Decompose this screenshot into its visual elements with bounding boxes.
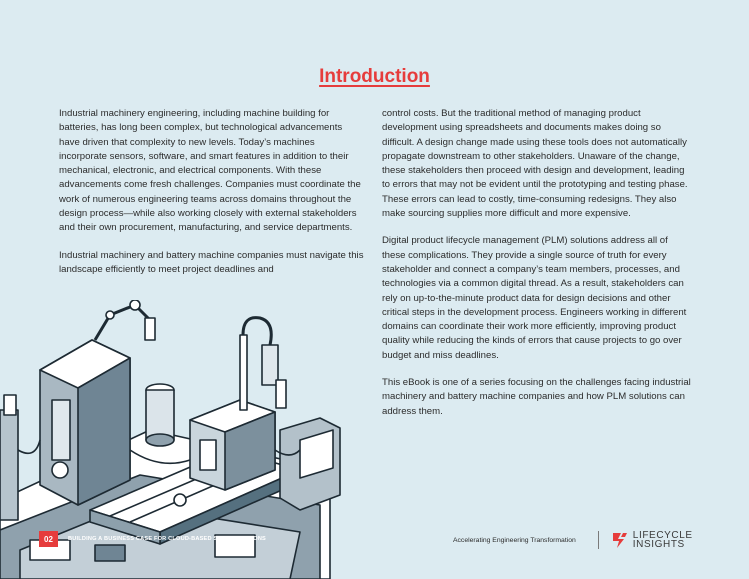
footer-divider [598,531,599,549]
lifecycle-insights-logo [609,530,693,550]
footer-left [39,531,266,547]
footer-tagline: Accelerating Engineering Transformation [453,536,576,544]
logo-text-line-2: INSIGHTS [632,539,685,550]
lifecycle-insights-logo-icon [609,530,629,550]
paragraph: Industrial machinery engineering, including machine building for batteries, has long been complex, but technological advancements have driven that complexity to new levels. Today’s machines incorporate sensors, software, and smart features in addition to their mechanical, electronic, and electrical components. With these advancements come fresh challenges. Companies must coordinate the work of numerous engineering teams across domains throughout the design process—while also working closely with external stakeholders and their own procurement, manufacturing, and service departments. [59,108,361,234]
left-column [59,107,364,290]
right-column [382,107,693,432]
page-title: Introduction [319,66,430,87]
page-number: 02 [39,531,58,547]
paragraph: Digital product lifecycle management (PLM) solutions address all of these complications. They provide a single source of truth for every stakeholder and connect a company’s team members, processes, and technologies via a common digital thread. As a result, stakeholders can rely on up-to-the-minute product data for design decisions and other critical steps in the development process. Engineers working in different domains can coordinate their work more efficiently, improving product quality while reducing the kinds of errors that cause projects to go over budget and miss deadlines. [382,235,687,361]
paragraph: control costs. But the traditional method of managing product development using spreadsheets and documents makes doing so difficult. A design change made using these tools does not automatically propagate downstream to other stakeholders. Unaware of the change, these stakeholders then proceed with design and development, leading to errors that may not be evident until the prototyping and testing phase. These errors can lead to costly, time-consuming redesigns. They also make sourcing supplies more difficult and more expensive. [382,108,688,220]
paragraph: Industrial machinery and battery machine companies must navigate this landscape efficiently to meet project deadlines and [59,249,364,275]
document-title: BUILDING A BUSINESS CASE FOR CLOUD-BASED SAAS SOLUTIONS [68,536,266,542]
footer-right [453,530,693,550]
paragraph: This eBook is one of a series focusing on the challenges facing industrial machinery and battery machine companies and how PLM solutions can address them. [382,377,691,417]
logo-text-line-1: LIFECYCLE [632,530,693,541]
